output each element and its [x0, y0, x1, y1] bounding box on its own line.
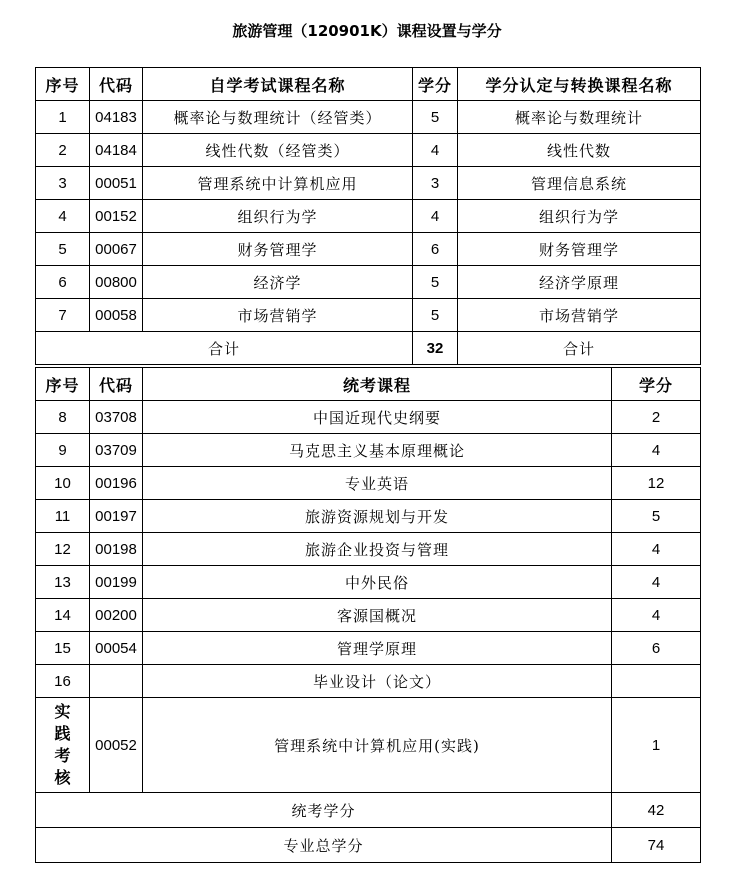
total-credit: 32 — [413, 332, 458, 365]
credit-cell: 4 — [612, 566, 701, 599]
header-unified-course: 统考课程 — [143, 368, 612, 401]
header-code: 代码 — [90, 68, 143, 101]
credit-cell: 5 — [413, 299, 458, 332]
course-name-cell: 管理系统中计算机应用 — [143, 167, 413, 200]
header-course-name: 自学考试课程名称 — [143, 68, 413, 101]
course-name-cell: 旅游资源规划与开发 — [143, 500, 612, 533]
code-cell: 00058 — [90, 299, 143, 332]
practice-label: 实践考核 — [54, 702, 71, 787]
table-row — [36, 533, 701, 566]
course-name-cell: 财务管理学 — [143, 233, 413, 266]
seq-cell: 5 — [36, 233, 90, 266]
code-cell: 03709 — [90, 434, 143, 467]
major-total-credit-value: 74 — [612, 828, 701, 863]
course-name-cell: 市场营销学 — [143, 299, 413, 332]
table-row — [36, 599, 701, 632]
unified-exam-table — [35, 367, 701, 863]
seq-cell: 14 — [36, 599, 90, 632]
course-name-cell: 中国近现代史纲要 — [143, 401, 612, 434]
table1-total-row — [36, 332, 701, 365]
course-name-cell: 马克思主义基本原理概论 — [143, 434, 612, 467]
seq-cell: 6 — [36, 266, 90, 299]
table1-header-row — [36, 68, 701, 101]
seq-cell: 10 — [36, 467, 90, 500]
code-cell: 00199 — [90, 566, 143, 599]
transfer-course-cell: 管理信息系统 — [458, 167, 701, 200]
credit-cell: 4 — [413, 134, 458, 167]
credit-cell: 4 — [612, 533, 701, 566]
transfer-course-cell: 概率论与数理统计 — [458, 101, 701, 134]
table-row — [36, 632, 701, 665]
practice-row — [36, 698, 701, 793]
seq-cell: 11 — [36, 500, 90, 533]
header-transfer-course: 学分认定与转换课程名称 — [458, 68, 701, 101]
seq-cell: 7 — [36, 299, 90, 332]
practice-label-cell — [36, 698, 90, 793]
unified-credit-value: 42 — [612, 793, 701, 828]
code-cell: 00067 — [90, 233, 143, 266]
credit-cell: 12 — [612, 467, 701, 500]
course-name-cell: 管理系统中计算机应用(实践) — [143, 698, 612, 793]
unified-credit-label: 统考学分 — [36, 793, 612, 828]
table-row — [36, 434, 701, 467]
code-cell: 00054 — [90, 632, 143, 665]
course-name-cell: 经济学 — [143, 266, 413, 299]
table-row — [36, 134, 701, 167]
header-code: 代码 — [90, 368, 143, 401]
seq-cell: 8 — [36, 401, 90, 434]
table-row — [36, 299, 701, 332]
table-row — [36, 665, 701, 698]
transfer-course-cell: 市场营销学 — [458, 299, 701, 332]
code-cell: 00196 — [90, 467, 143, 500]
credit-cell: 1 — [612, 698, 701, 793]
table-row — [36, 467, 701, 500]
code-cell: 04184 — [90, 134, 143, 167]
seq-cell: 4 — [36, 200, 90, 233]
seq-cell: 9 — [36, 434, 90, 467]
credit-cell: 5 — [612, 500, 701, 533]
header-credit: 学分 — [413, 68, 458, 101]
major-total-credit-row — [36, 828, 701, 863]
table-row — [36, 401, 701, 434]
code-cell: 04183 — [90, 101, 143, 134]
code-cell: 00051 — [90, 167, 143, 200]
seq-cell: 3 — [36, 167, 90, 200]
credit-cell: 6 — [413, 233, 458, 266]
transfer-course-cell: 线性代数 — [458, 134, 701, 167]
credit-cell: 5 — [413, 101, 458, 134]
credit-cell: 5 — [413, 266, 458, 299]
transfer-course-cell: 组织行为学 — [458, 200, 701, 233]
code-cell: 00200 — [90, 599, 143, 632]
credit-cell: 4 — [612, 599, 701, 632]
header-seq: 序号 — [36, 68, 90, 101]
table2-header-row — [36, 368, 701, 401]
code-cell: 00197 — [90, 500, 143, 533]
course-name-cell: 组织行为学 — [143, 200, 413, 233]
code-cell: 00198 — [90, 533, 143, 566]
unified-credit-row — [36, 793, 701, 828]
course-name-cell: 管理学原理 — [143, 632, 612, 665]
header-credit: 学分 — [612, 368, 701, 401]
seq-cell: 15 — [36, 632, 90, 665]
seq-cell: 12 — [36, 533, 90, 566]
transfer-course-cell: 财务管理学 — [458, 233, 701, 266]
course-transfer-table — [35, 67, 701, 365]
page-title: 旅游管理（120901K）课程设置与学分 — [232, 22, 502, 40]
total-label-right: 合计 — [458, 332, 701, 365]
seq-cell: 13 — [36, 566, 90, 599]
course-name-cell: 专业英语 — [143, 467, 612, 500]
credit-cell: 3 — [413, 167, 458, 200]
major-total-credit-label: 专业总学分 — [36, 828, 612, 863]
total-label: 合计 — [36, 332, 413, 365]
table-row — [36, 266, 701, 299]
credit-cell: 6 — [612, 632, 701, 665]
table-row — [36, 233, 701, 266]
course-name-cell: 中外民俗 — [143, 566, 612, 599]
code-cell: 03708 — [90, 401, 143, 434]
course-name-cell: 毕业设计（论文） — [143, 665, 612, 698]
credit-cell: 2 — [612, 401, 701, 434]
table-row — [36, 500, 701, 533]
seq-cell: 16 — [36, 665, 90, 698]
code-cell: 00052 — [90, 698, 143, 793]
table-row — [36, 566, 701, 599]
seq-cell: 2 — [36, 134, 90, 167]
transfer-course-cell: 经济学原理 — [458, 266, 701, 299]
table-row — [36, 200, 701, 233]
course-name-cell: 客源国概况 — [143, 599, 612, 632]
code-cell — [90, 665, 143, 698]
course-name-cell: 线性代数（经管类） — [143, 134, 413, 167]
header-seq: 序号 — [36, 368, 90, 401]
course-name-cell: 旅游企业投资与管理 — [143, 533, 612, 566]
seq-cell: 1 — [36, 101, 90, 134]
table-row — [36, 167, 701, 200]
table-row — [36, 101, 701, 134]
course-name-cell: 概率论与数理统计（经管类） — [143, 101, 413, 134]
code-cell: 00800 — [90, 266, 143, 299]
credit-cell — [612, 665, 701, 698]
code-cell: 00152 — [90, 200, 143, 233]
credit-cell: 4 — [612, 434, 701, 467]
credit-cell: 4 — [413, 200, 458, 233]
